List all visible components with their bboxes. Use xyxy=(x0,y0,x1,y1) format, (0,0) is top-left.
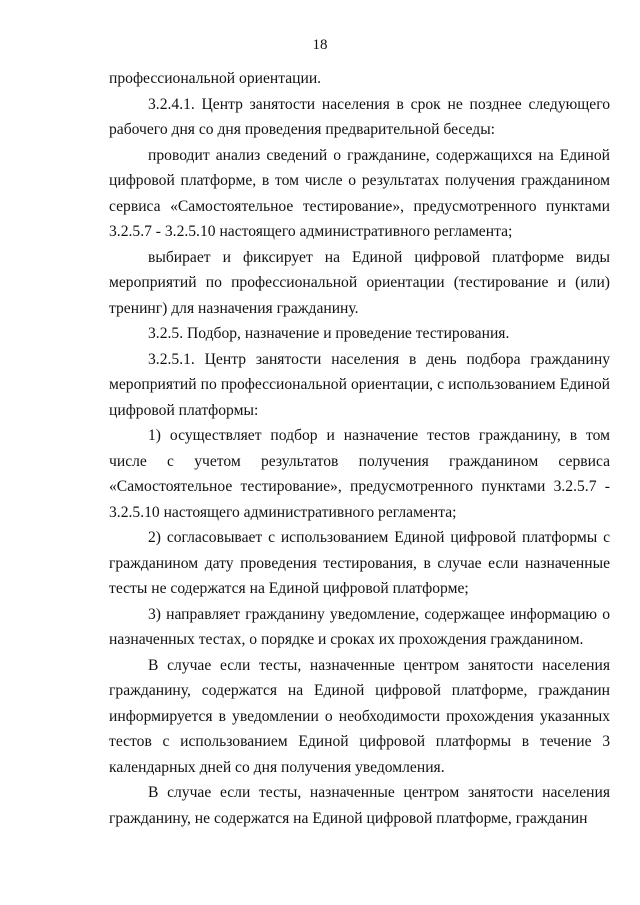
paragraph-item-3: 3) направляет гражданину уведомление, содержащее информацию о назначенных тестах, о порядке и сроках их прохождения гражданином. xyxy=(109,605,610,648)
document-body xyxy=(109,66,610,831)
paragraph-continuation: профессиональной ориентации. xyxy=(109,70,322,87)
paragraph-3-2-5-1: 3.2.5.1. Центр занятости населения в день подбора гражданину мероприятий по профессиональной ориентации, с использованием Единой цифровой платформы: xyxy=(109,350,610,419)
page-number: 18 xyxy=(312,37,328,53)
paragraph-item-2: 2) согласовывает с использованием Единой цифровой платформы с гражданином дату проведения тестирования, в случае если назначенные тесты не содержатся на Единой цифровой платформе; xyxy=(109,529,610,597)
paragraph-tests-not-on-platform: В случае если тесты, назначенные центром занятости населения гражданину, не содержатся на Единой цифровой платформе, гражданин xyxy=(109,784,610,827)
paragraph-select-measures: выбирает и фиксирует на Единой цифровой платформе виды мероприятий по профессиональной ориентации (тестирование и (или) тренинг) для назначения гражданину. xyxy=(109,248,610,317)
paragraph-item-1: 1) осуществляет подбор и назначение тестов гражданину, в том числе с учетом результатов получения гражданином сервиса «Самостоятельное тестирование», предусмотренного пунктами 3.2.5.7 - 3.2.5.10 настоящего административного регламента; xyxy=(109,427,610,521)
paragraph-tests-on-platform: В случае если тесты, назначенные центром занятости населения гражданину, содержатся на Единой цифровой платформе, гражданин информируется в уведомлении о необходимости прохождения указанных тестов с использованием Единой цифровой платформы в течение 3 календарных дней со дня получения уведомления. xyxy=(109,656,610,776)
paragraph-3-2-5: 3.2.5. Подбор, назначение и проведение тестирования. xyxy=(148,325,510,342)
paragraph-3-2-4-1: 3.2.4.1. Центр занятости населения в срок не позднее следующего рабочего дня со дня проведения предварительной беседы: xyxy=(109,95,610,138)
paragraph-analysis: проводит анализ сведений о гражданине, содержащихся на Единой цифровой платформе, в том числе о результатах получения гражданином сервиса «Самостоятельное тестирование», предусмотренного пунктами 3.2.5.7 - 3.2.5.10 настоящего административного регламента; xyxy=(109,146,610,240)
